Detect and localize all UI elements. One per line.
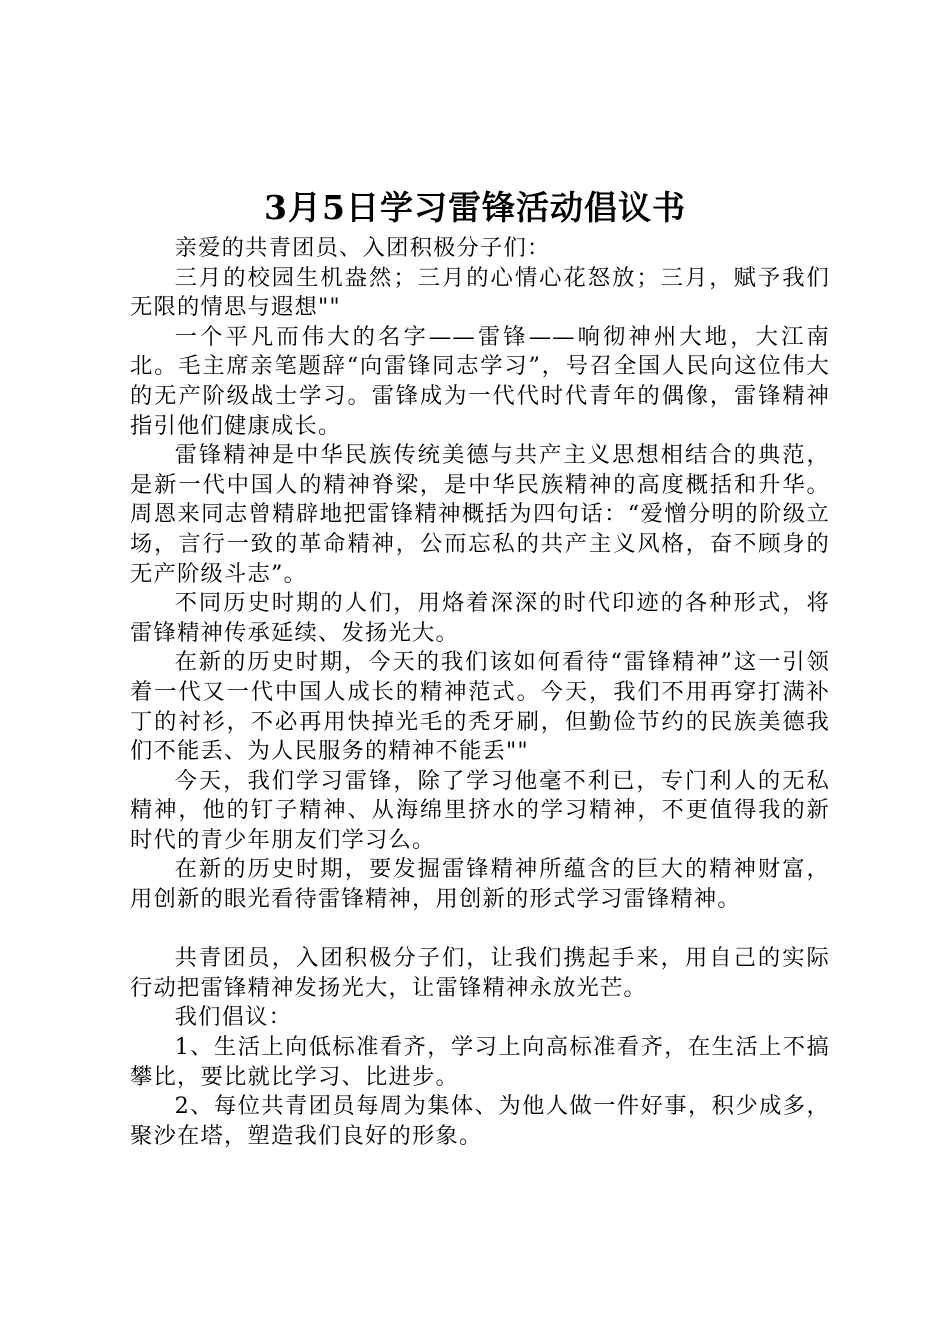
document-body	[130, 234, 830, 1151]
body-paragraph: 共青团员，入团积极分子们，让我们携起手来，用自己的实际行动把雷锋精神发扬光大，让雷锋精神永放光芒。	[130, 945, 830, 1001]
body-paragraph: 雷锋精神是中华民族传统美德与共产主义思想相结合的典范，是新一代中国人的精神脊梁，是中华民族精神的高度概括和升华。周恩来同志曾精辟地把雷锋精神概括为四句话：“爱憎分明的阶级立场，言行一致的革命精神，公而忘私的共产主义风格，奋不顾身的无产阶级斗志”。	[130, 442, 830, 587]
proposal-heading: 我们倡议：	[174, 1004, 293, 1031]
body-paragraph: 一个平凡而伟大的名字——雷锋——响彻神州大地，大江南北。毛主席亲笔题辞“向雷锋同志学习”，号召全国人民向这位伟大的无产阶级战士学习。雷锋成为一代代时代青年的偶像，雷锋精神指引他们健康成长。	[130, 323, 830, 439]
body-paragraph: 在新的历史时期，今天的我们该如何看待“雷锋精神”这一引领着一代又一代中国人成长的精神范式。今天，我们不用再穿打满补丁的衬衫，不必再用快掉光毛的秃牙刷，但勤俭节约的民族美德我们不能丢、为人民服务的精神不能丢""	[130, 649, 830, 765]
body-paragraph: 今天，我们学习雷锋，除了学习他毫不利已，专门利人的无私精神，他的钉子精神、从海绵里挤水的学习精神，不更值得我的新时代的青少年朋友们学习么。	[130, 767, 830, 853]
salutation-paragraph: 亲爱的共青团员、入团积极分子们：	[174, 235, 551, 261]
body-paragraph: 不同历史时期的人们，用烙着深深的时代印迹的各种形式，将雷锋精神传承延续、发扬光大。	[130, 590, 830, 646]
proposal-item: 1、生活上向低标准看齐，学习上向高标准看齐，在生活上不搞攀比，要比就比学习、比进步。	[130, 1034, 830, 1090]
proposal-item: 2、每位共青团员每周为集体、为他人做一件好事，积少成多，聚沙在塔，塑造我们良好的形象。	[130, 1093, 830, 1149]
body-paragraph: 在新的历史时期，要发掘雷锋精神所蕴含的巨大的精神财富，用创新的眼光看待雷锋精神，用创新的形式学习雷锋精神。	[130, 856, 830, 913]
document-title: 3月5日学习雷锋活动倡议书	[264, 188, 686, 227]
body-paragraph: 三月的校园生机盎然；三月的心情心花怒放；三月，赋予我们无限的情思与遐想""	[130, 264, 830, 321]
